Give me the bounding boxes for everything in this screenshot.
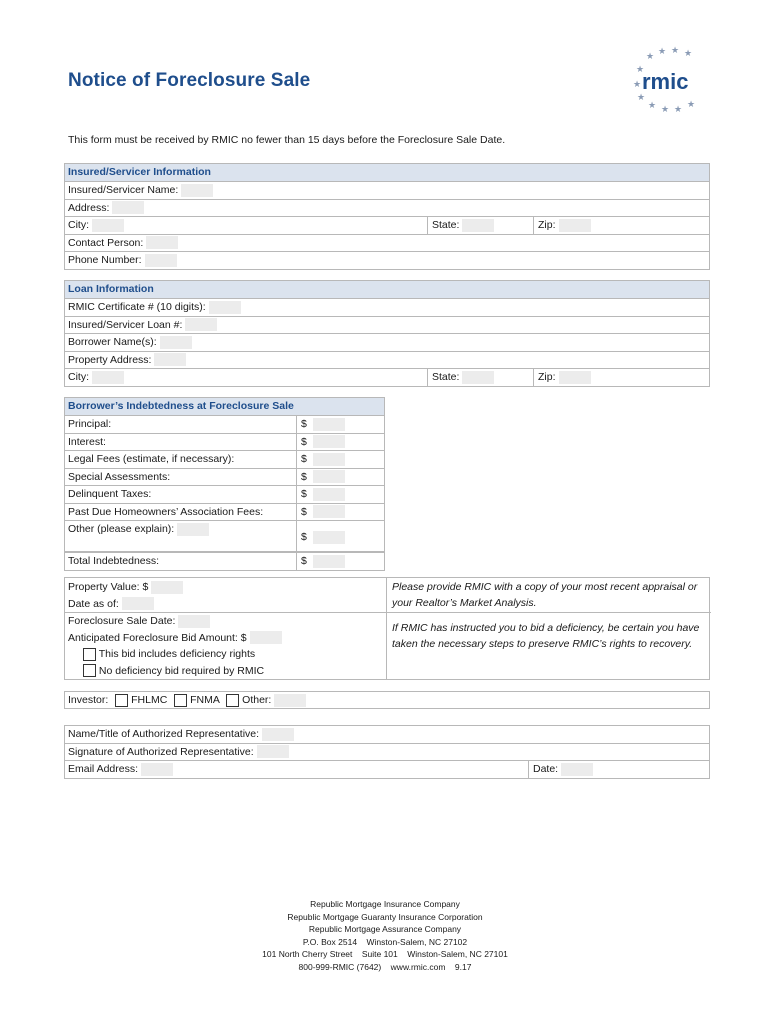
other-investor-input[interactable] [274, 694, 306, 707]
svg-text:★: ★ [636, 64, 645, 74]
currency-symbol: $ [301, 470, 307, 483]
fnma-label: FNMA [190, 694, 220, 706]
email-row [65, 761, 709, 778]
loan-header: Loan Information [65, 281, 709, 299]
special-assessments-row [65, 469, 384, 487]
svg-text:★: ★ [687, 99, 696, 109]
contact-input[interactable] [146, 236, 178, 249]
sale-date-label: Foreclosure Sale Date: [68, 615, 176, 627]
legal-fees-input[interactable] [313, 453, 345, 466]
svg-text:★: ★ [661, 104, 670, 114]
currency-symbol: $ [301, 418, 307, 430]
other-amount-input[interactable] [313, 531, 345, 544]
loan-number-row [65, 317, 709, 335]
currency-symbol: $ [301, 435, 307, 448]
footer [0, 898, 770, 973]
total-input[interactable] [313, 555, 345, 568]
state-label: State: [432, 219, 460, 231]
property-address-label: Property Address: [68, 353, 152, 366]
loan-section [64, 280, 710, 387]
fhlmc-label: FHLMC [131, 694, 168, 706]
currency-symbol: $ [301, 531, 307, 543]
insured-section [64, 163, 710, 270]
date-as-of-label: Date as of: [68, 597, 119, 610]
svg-text:★: ★ [648, 100, 657, 110]
investor-section [64, 691, 710, 709]
borrower-label: Borrower Name(s): [68, 336, 157, 348]
phone-input[interactable] [145, 254, 177, 267]
borrower-row [65, 334, 709, 352]
delinquent-taxes-input[interactable] [313, 488, 345, 501]
property-value-input[interactable] [151, 581, 183, 594]
date-input[interactable] [561, 763, 593, 776]
signature-label: Signature of Authorized Representative: [68, 745, 254, 758]
hoa-fees-row [65, 504, 384, 522]
date-as-of-input[interactable] [122, 597, 154, 610]
loan-city-label: City: [68, 371, 89, 383]
insured-name-label: Insured/Servicer Name: [68, 184, 179, 196]
footer-line: P.O. Box 2514 Winston-Salem, NC 27102 [302, 936, 468, 947]
phone-label: Phone Number: [68, 254, 142, 266]
city-label: City: [68, 219, 89, 231]
city-row [65, 217, 709, 235]
no-deficiency-label: No deficiency bid required by RMIC [98, 664, 265, 677]
loan-state-input[interactable] [462, 371, 494, 384]
email-label: Email Address: [68, 763, 139, 775]
svg-text:★: ★ [646, 51, 655, 61]
appraisal-note: Please provide RMIC with a copy of your most recent appraisal or your Realtor’s Market Analysis. [392, 581, 698, 609]
logo-text: rmic [642, 69, 689, 94]
deficiency-label: This bid includes deficiency rights [98, 648, 256, 660]
insured-name-input[interactable] [181, 184, 213, 197]
deficiency-checkbox[interactable] [83, 648, 96, 661]
sale-date-input[interactable] [178, 615, 210, 628]
cert-label: RMIC Certificate # (10 digits): [68, 301, 206, 313]
zip-label: Zip: [538, 219, 556, 231]
page-title: Notice of Foreclosure Sale [68, 70, 311, 91]
total-row [65, 552, 384, 570]
email-input[interactable] [141, 763, 173, 776]
other-row [65, 521, 384, 552]
svg-text:★: ★ [637, 92, 646, 102]
deficiency-note: If RMIC has instructed you to bid a deficiency, be certain you have taken the necessary steps to preserve RMIC’s rights to recovery. [392, 622, 700, 650]
bid-amount-label: Anticipated Foreclosure Bid Amount: $ [68, 631, 247, 644]
date-label: Date: [533, 763, 559, 775]
property-address-input[interactable] [154, 353, 186, 366]
rep-name-label: Name/Title of Authorized Representative: [68, 728, 260, 740]
special-assessments-input[interactable] [313, 470, 345, 483]
other-explain-input[interactable] [177, 523, 209, 536]
insured-name-row [65, 182, 709, 200]
cert-row [65, 299, 709, 317]
address-input[interactable] [112, 201, 144, 214]
loan-number-input[interactable] [185, 318, 217, 331]
investor-label: Investor: [68, 694, 109, 706]
footer-line: Republic Mortgage Guaranty Insurance Corporation [287, 911, 483, 922]
insured-header: Insured/Servicer Information [65, 164, 709, 182]
loan-city-row [65, 369, 709, 386]
svg-text:★: ★ [674, 104, 683, 114]
svg-text:★: ★ [658, 46, 667, 56]
phone-row [65, 252, 709, 269]
cert-input[interactable] [209, 301, 241, 314]
principal-row [65, 416, 384, 434]
hoa-fees-input[interactable] [313, 505, 345, 518]
fnma-checkbox[interactable] [174, 694, 187, 707]
loan-city-input[interactable] [92, 371, 124, 384]
footer-line: Republic Mortgage Insurance Company [310, 899, 460, 909]
currency-symbol: $ [301, 453, 307, 465]
property-address-row [65, 352, 709, 370]
currency-symbol: $ [301, 555, 307, 567]
other-investor-label: Other: [242, 694, 272, 706]
address-label: Address: [68, 201, 110, 214]
total-label: Total Indebtedness: [68, 555, 160, 567]
legal-fees-label: Legal Fees (estimate, if necessary): [68, 453, 235, 465]
rmic-logo [630, 45, 710, 115]
contact-row [65, 235, 709, 253]
svg-text:★: ★ [633, 79, 642, 89]
footer-line: Republic Mortgage Assurance Company [308, 924, 462, 934]
currency-symbol: $ [301, 488, 307, 500]
other-investor-checkbox[interactable] [226, 694, 239, 707]
no-deficiency-checkbox[interactable] [83, 664, 96, 677]
intro-text: This form must be received by RMIC no fewer than 15 days before the Foreclosure Sale Date. [68, 134, 506, 146]
contact-label: Contact Person: [68, 236, 144, 249]
zip-input[interactable] [559, 219, 591, 232]
principal-label: Principal: [68, 418, 112, 430]
footer-line: 101 North Cherry Street Suite 101 Winston-Salem, NC 27101 [262, 949, 508, 959]
property-section [64, 577, 710, 680]
interest-label: Interest: [68, 435, 106, 448]
other-label: Other (please explain): [68, 523, 175, 535]
legal-fees-row [65, 451, 384, 469]
signature-input[interactable] [257, 745, 289, 758]
interest-input[interactable] [313, 435, 345, 448]
bid-amount-input[interactable] [250, 631, 282, 644]
fhlmc-checkbox[interactable] [115, 694, 128, 707]
indebtedness-header: Borrower’s Indebtedness at Foreclosure Sale [65, 398, 384, 416]
currency-symbol: $ [301, 505, 307, 518]
address-row [65, 200, 709, 218]
signature-row [65, 744, 709, 762]
delinquent-taxes-label: Delinquent Taxes: [68, 488, 152, 500]
delinquent-taxes-row [65, 486, 384, 504]
interest-row [65, 434, 384, 452]
hoa-fees-label: Past Due Homeowners’ Association Fees: [68, 505, 264, 518]
svg-text:★: ★ [671, 45, 680, 55]
footer-line: 800-999-RMIC (7642) www.rmic.com 9.17 [298, 961, 472, 972]
city-input[interactable] [92, 219, 124, 232]
loan-zip-label: Zip: [538, 371, 556, 383]
rep-name-input[interactable] [262, 728, 294, 741]
principal-input[interactable] [313, 418, 345, 431]
property-value-label: Property Value: $ [68, 581, 149, 593]
loan-state-label: State: [432, 371, 460, 383]
borrower-input[interactable] [160, 336, 192, 349]
state-input[interactable] [462, 219, 494, 232]
special-assessments-label: Special Assessments: [68, 470, 171, 483]
svg-text:★: ★ [684, 48, 693, 58]
loan-number-label: Insured/Servicer Loan #: [68, 318, 183, 331]
rep-name-row [65, 726, 709, 744]
representative-section [64, 725, 710, 779]
indebtedness-section [64, 397, 385, 571]
loan-zip-input[interactable] [559, 371, 591, 384]
